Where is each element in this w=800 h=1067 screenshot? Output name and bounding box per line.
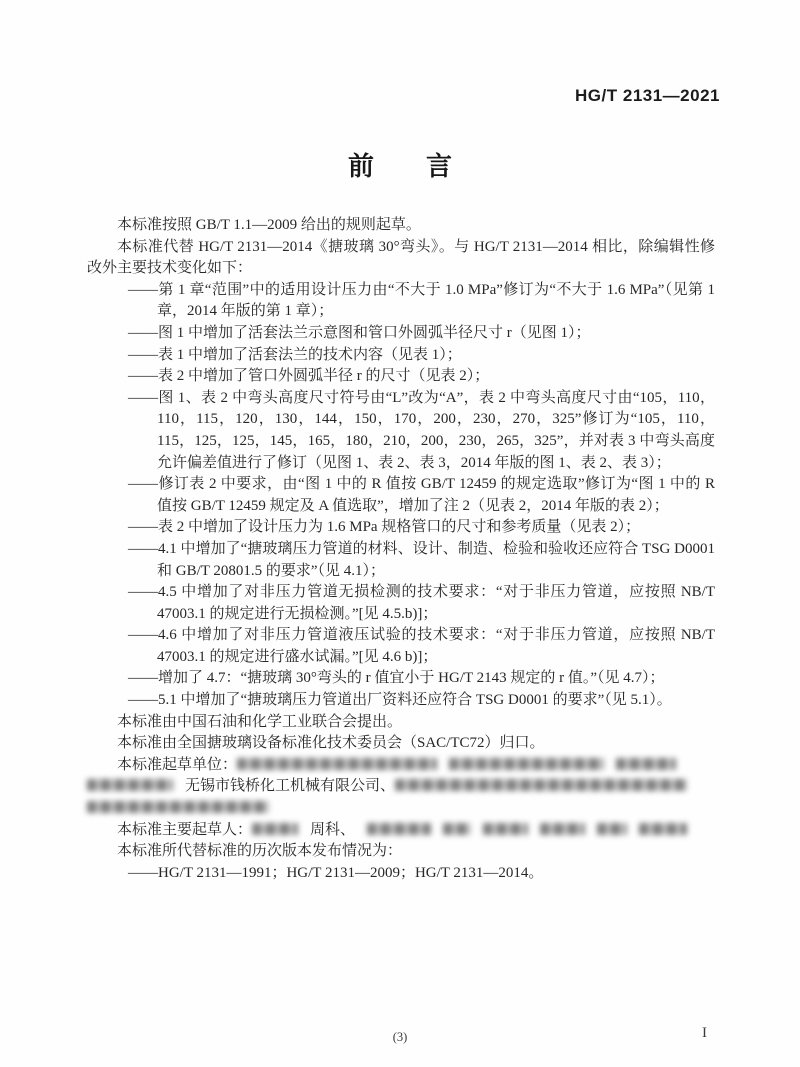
change-list-item: ——5.1 中增加了“搪玻璃压力管道出厂资料还应符合 TSG D0001 的要求”（见 5.1）。 — [128, 692, 672, 709]
history-list-item: ——HG/T 2131—1991；HG/T 2131—2009；HG/T 2131—2014。 — [128, 864, 544, 881]
redacted-text — [395, 779, 687, 791]
change-list-item: ——4.5 中增加了对非压力管道无损检测的技术要求：“对于非压力管道，应按照 NB/T 47003.1 的规定进行无损检测。”[见 4.5.b)]； — [128, 584, 715, 622]
standard-number-header: HG/T 2131—2021 — [575, 86, 720, 105]
drafting-units-line-2 — [87, 776, 715, 798]
paragraph: 本标准按照 GB/T 1.1—2009 给出的规则起草。 — [117, 217, 421, 233]
page-title: 前 言 — [347, 152, 452, 181]
drafting-unit-visible: 无锡市钱桥化工机械有限公司、 — [185, 778, 396, 795]
change-list-item: ——表 2 中增加了管口外圆弧半径 r 的尺寸（见表 2）； — [128, 368, 490, 385]
change-list-item: ——4.6 中增加了对非压力管道液压试验的技术要求：“对于非压力管道，应按照 NB/T 47003.1 的规定进行盛水试漏。”[见 4.6 b)]； — [128, 627, 715, 665]
redacted-text — [443, 823, 471, 835]
change-list-item: ——表 2 中增加了设计压力为 1.6 MPa 规格管口的尺寸和参考质量（见表 2）； — [128, 519, 641, 536]
redacted-text — [616, 758, 676, 770]
change-list-item: ——4.1 中增加了“搪玻璃压力管道的材料、设计、制造、检验和验收还应符合 TSG D0001 和 GB/T 20801.5 的要求”（见 4.1）； — [128, 540, 715, 579]
change-list-item: ——图 1、表 2 中弯头高度尺寸符号由“L”改为“A”，表 2 中弯头高度尺寸由“105，110，110，115，120，130，144，150，170，200，230，270，325”修订为“105，110，115，125，125，145，165，180，210，200，230，265，325”，并对表 3 中弯头高度允许偏差值进行了修订（见图 1、表 2、表 3，2014 年版的图 1、表 2、表 3）； — [128, 389, 715, 471]
paragraph: 本标准由中国石油和化学工业联合会提出。 — [117, 713, 403, 730]
change-list-item: ——第 1 章“范围”中的适用设计压力由“不大于 1.0 MPa”修订为“不大于 1.6 MPa”（见第 1 章，2014 年版的第 1 章）； — [128, 281, 715, 320]
redacted-text — [367, 823, 431, 835]
change-list-item: ——图 1 中增加了活套法兰示意图和管口外圆弧半径尺寸 r（见图 1）； — [128, 324, 591, 341]
redacted-text — [252, 823, 298, 835]
drafter-visible: 周科、 — [310, 821, 356, 838]
paragraph: 本标准由全国搪玻璃设备标准化技术委员会（SAC/TC72）归口。 — [117, 735, 545, 752]
redacted-text — [237, 758, 437, 770]
drafting-units-line-3 — [87, 798, 715, 820]
paragraph: 本标准代替 HG/T 2131—2014《搪玻璃 30°弯头》。与 HG/T 2131—2014 相比，除编辑性修改外主要技术变化如下： — [87, 238, 715, 277]
footer-roman-numeral: I — [702, 1025, 707, 1041]
drafters-label: 本标准主要起草人： — [117, 821, 253, 838]
redacted-text — [87, 779, 173, 791]
drafting-units-label: 本标准起草单位： — [117, 756, 238, 773]
redacted-text — [597, 823, 627, 835]
drafting-units-line-1 — [87, 755, 715, 777]
redacted-text — [483, 823, 528, 835]
change-list-item: ——增加了 4.7：“搪玻璃 30°弯头的 r 值宜小于 HG/T 2143 规定的 r 值。”（见 4.7）； — [128, 670, 665, 687]
footer-page-number: (3) — [392, 1030, 408, 1044]
redacted-text — [87, 801, 269, 813]
history-intro: 本标准所代替标准的历次版本发布情况为： — [117, 843, 403, 860]
redacted-text — [639, 823, 687, 835]
change-list-item: ——表 1 中增加了活套法兰的技术内容（见表 1）； — [128, 346, 462, 363]
foreword-body — [87, 215, 715, 884]
change-list-item: ——修订表 2 中要求，由“图 1 中的 R 值按 GB/T 12459 的规定选取”修订为“图 1 中的 R 值按 GB/T 12459 规定及 A 值选取”，增加了注 2（见表 2，2014 年版的表 2）； — [128, 476, 715, 514]
redacted-text — [449, 758, 604, 770]
drafters-line — [87, 820, 715, 842]
redacted-text — [540, 823, 585, 835]
